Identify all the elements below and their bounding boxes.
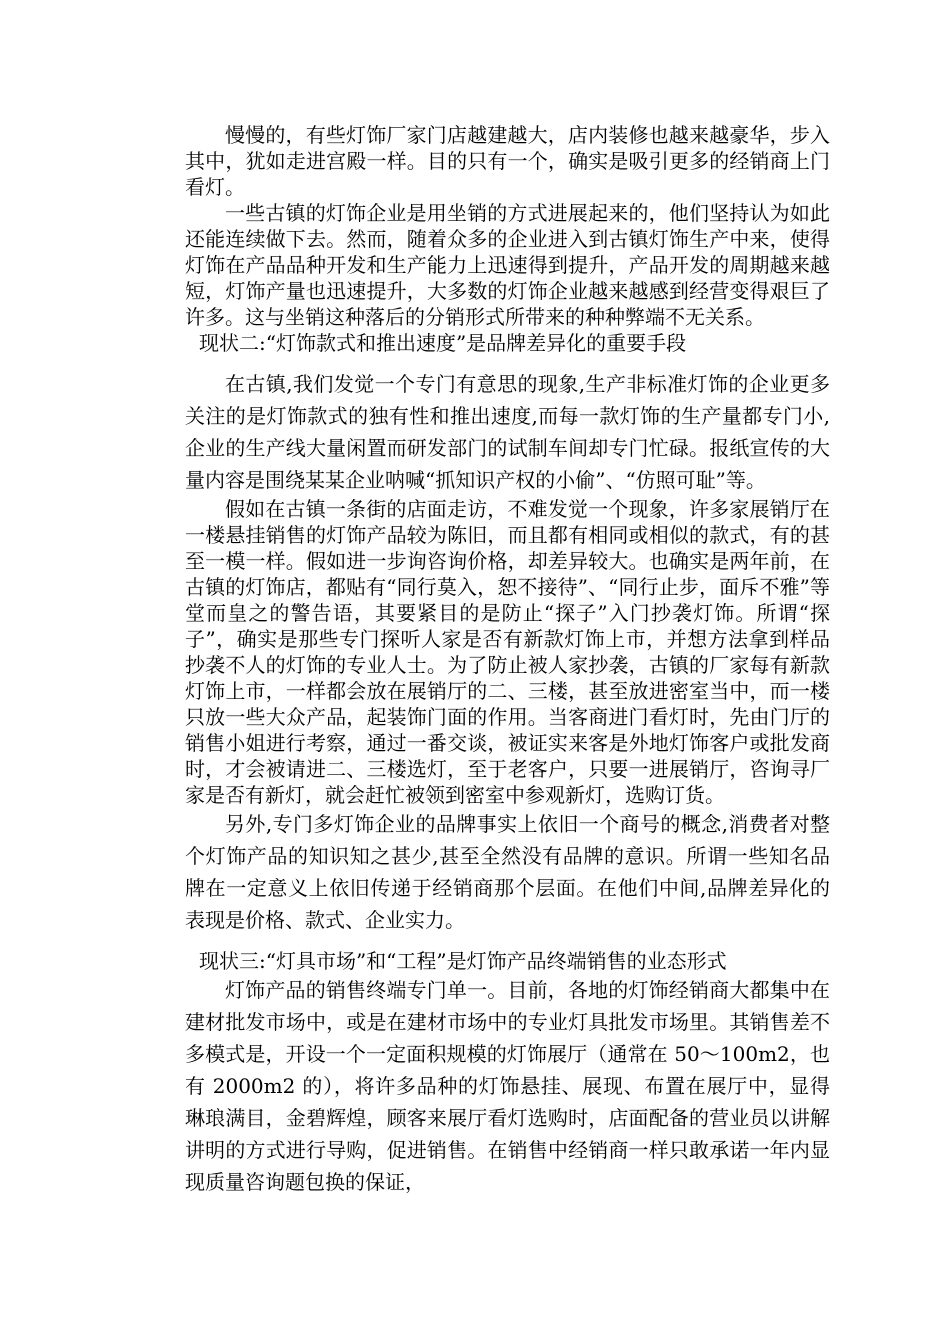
section-heading-status-three: 现状三:“灯具市场”和“工程”是灯饰产品终端销售的业态形式 bbox=[199, 949, 727, 973]
paragraph-copying-prevention: 假如在古镇一条街的店面走访，不难发觉一个现象，许多家展销厅在一楼悬挂销售的灯饰产品较为陈旧，而且都有相同或相似的款式，有的甚至一模一样。假如进一步询咨询价格，却差异较大。也确实是两年前，在古镇的灯饰店，都贴有“同行莫入，恕不接待”、“同行止步，面斥不雅”等堂而皇之的警告语，其要紧目的是防止“探子”入门抄袭灯饰。所谓“探子”，确实是那些专门探听人家是否有新款灯饰上市，并想方法拿到样品抄袭不人的灯饰的专业人士。为了防止被人家抄袭，古镇的厂家每有新款灯饰上市，一样都会放在展销厅的二、三楼，甚至放进密室当中，而一楼只放一些大众产品，起装饰门面的作用。当客商进门看灯时，先由门厅的销售小姐进行考察，通过一番交谈，被证实来客是外地灯饰客户或批发商时，才会被请进二、三楼选灯，至于老客户，只要一进展销厅，咨询寻厂家是否有新灯，就会赶忙被领到密室中参观新灯，选购订货。 bbox=[185, 497, 830, 807]
paragraph-sales-terminal: 灯饰产品的销售终端专门单一。目前，各地的灯饰经销商大都集中在建材批发市场中，或是在建材市场中的专业灯具批发市场里。其销售差不多模式是，开设一个一定面积规模的灯饰展厅（通常在 50～100m2，也有 2000m2 的），将许多品种的灯饰悬挂、展现、布置在展厅中，显得琳琅满目，金碧辉煌，顾客来展厅看灯选购时，店面配备的营业员以讲解讲明的方式进行导购，促进销售。在销售中经销商一样只敢承诺一年内显现质量咨询题包换的保证， bbox=[185, 978, 830, 1194]
paragraph-brand-concept: 另外,专门多灯饰企业的品牌事实上依旧一个商号的概念,消费者对整个灯饰产品的知识知之甚少,甚至全然没有品牌的意识。所谓一些知名品牌在一定意义上依旧传递于经销商那个层面。在他们中间,品牌差异化的表现是价格、款式、企业实力。 bbox=[185, 812, 830, 932]
paragraph-style-speed: 在古镇,我们发觉一个专门有意思的现象,生产非标准灯饰的企业更多关注的是灯饰款式的独有性和推出速度,而每一款灯饰的生产量都专门小,企业的生产线大量闲置而研发部门的试制车间却专门忙碌。报纸宣传的大量内容是围绕某某企业呐喊“抓知识产权的小偷”、“仿照可耻”等。 bbox=[185, 372, 830, 492]
paragraph-passive-sales: 一些古镇的灯饰企业是用坐销的方式进展起来的，他们坚持认为如此还能连续做下去。然而，随着众多的企业进入到古镇灯饰生产中来，使得灯饰在产品品种开发和生产能力上迅速得到提升，产品开发的周期越来越短，灯饰产量也迅速提升，大多数的灯饰企业越来越感到经营变得艰巨了许多。这与坐销这种落后的分销形式所带来的种种弊端不无关系。 bbox=[185, 201, 830, 329]
section-heading-status-two: 现状二:“灯饰款式和推出速度”是品牌差异化的重要手段 bbox=[199, 331, 687, 355]
document-page bbox=[185, 122, 830, 1198]
paragraph-showroom-growth: 慢慢的，有些灯饰厂家门店越建越大，店内装修也越来越豪华，步入其中，犹如走进宫殿一样。目的只有一个，确实是吸引更多的经销商上门看灯。 bbox=[185, 123, 830, 199]
